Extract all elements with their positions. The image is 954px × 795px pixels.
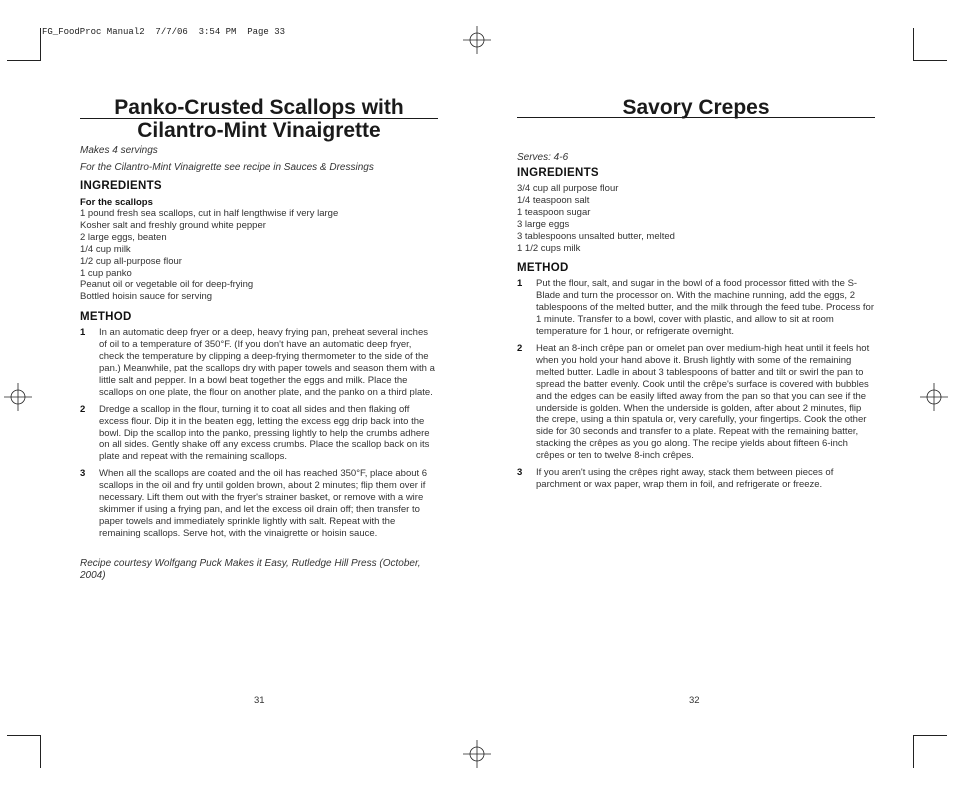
servings: Makes 4 servings [80,145,158,156]
title-line-1: Panko-Crusted Scallops with [114,96,404,119]
ingredient-item: 1/4 teaspoon salt [517,194,590,206]
step-text: When all the scallops are coated and the oil has reached 350°F, place about 6 scallops in the oil and fry until golden brown, about 2 minutes; flip them over if necessary. Lift them out with the fryer's strainer basket, or remove with a wire skimmer if using a frying pan, and let the excess oil drain off; then transfer to paper towels and immediately sprinkle lightly with salt. Repeat with the remaining scallops. Serve hot, with the vinaigrette or hoisin sauce. [99,468,428,539]
ingredient-item: Kosher salt and freshly ground white pepper [80,219,266,231]
ingredient-item: 1 teaspoon sugar [517,206,591,218]
ingredients-list [517,183,875,254]
step-text: Put the flour, salt, and sugar in the bowl of a food processor fitted with the S-Blade and turn the processor on. With the machine running, add the eggs, 2 tablespoons of the melted butter, and the milk through the feed tube. Process for 1 minute. Transfer to a bowl, cover with plastic, and allow to sit at room temperature for 1 hour, or refrigerate overnight. [536,278,874,338]
method-step [80,327,438,398]
ingredients-heading: INGREDIENTS [517,167,599,179]
left-page [80,96,438,583]
registration-mark-top-icon [463,26,491,54]
step-text: In an automatic deep fryer or a deep, heavy frying pan, preheat several inches of oil to a temperature of 350°F. (If you don't have an automatic deep fryer, check the temperature by clipping a deep-frying thermometer to the side of the pan.) Meanwhile, pat the scallops dry with paper towels and season them with a little salt and pepper. In a bowl beat together the eggs and milk. Place the scallops on one plate, the flour on another plate, and the panko on a third plate. [99,327,435,398]
crop-mark-top-right-vertical [913,28,914,61]
ingredient-item: 3 tablespoons unsalted butter, melted [517,230,675,242]
ingredients-list [80,208,438,303]
ingredient-item: 3/4 cup all purpose flour [517,183,619,194]
registration-mark-bottom-icon [463,740,491,768]
method-step [80,468,438,539]
method-step [517,278,875,338]
vinaigrette-note: For the Cilantro-Mint Vinaigrette see recipe in Sauces & Dressings [80,162,374,173]
ingredient-item: Bottled hoisin sauce for serving [80,291,213,303]
recipe-title-scallops [80,96,438,142]
method-step [517,467,875,491]
page-number-right: 32 [689,695,700,706]
method-steps [80,327,438,539]
ingredient-item: 2 large eggs, beaten [80,231,167,243]
title-line-2: Cilantro-Mint Vinaigrette [137,119,381,142]
ingredient-item: 1 1/2 cups milk [517,242,581,254]
step-number: 1 [80,327,86,339]
step-number: 2 [80,403,86,415]
ingredient-item: 1 cup panko [80,267,132,279]
servings: Serves: 4-6 [517,152,569,163]
step-number: 3 [517,467,523,479]
method-steps [517,278,875,490]
recipe-credit: Recipe courtesy Wolfgang Puck Makes it Easy, Rutledge Hill Press (October, 2004) [80,557,421,582]
recipe-title-crepes: Savory Crepes [622,96,770,119]
step-number: 1 [517,278,523,290]
page-number-left: 31 [254,695,265,706]
right-page [517,96,875,491]
method-step [517,343,875,462]
crop-mark-bottom-right-horizontal [914,735,947,736]
ingredients-heading: INGREDIENTS [80,180,162,192]
step-text: If you aren't using the crêpes right away, stack them between pieces of parchment or wax paper, wrap them in foil, and refrigerate or freeze. [536,467,834,490]
crop-mark-top-left-vertical [40,28,41,61]
step-text: Heat an 8-inch crêpe pan or omelet pan over medium-high heat until it feels hot when you hold your hand above it. Brush lightly with some of the remaining melted butter. Ladle in about 3 tablespoons of batter and tilt or swirl the pan to spread the batter evenly. Cook until the crêpe's surface is covered with bubbles and the edges can be easily lifted away from the pan so that you can see if the underside is golden. When the underside is golden, after about 2 minutes, flip the crepe, using a thin spatula or, very carefully, your fingertips. Cook the other side for 30 seconds and transfer to a plate. Repeat with the remaining batter, stacking the crêpes as you go along. The recipe yields about fifteen 6-inch crêpes or ten to twelve 8-inch crêpes. [536,342,870,462]
method-heading: METHOD [80,311,132,324]
ingredient-item: 1 pound fresh sea scallops, cut in half lengthwise if very large [80,208,339,219]
ingredient-item: 3 large eggs [517,218,570,230]
registration-mark-right-icon [920,383,948,411]
ingredient-item: 1/2 cup all-purpose flour [80,255,182,267]
crop-mark-bottom-left-horizontal [7,735,40,736]
crop-mark-top-right-horizontal [914,60,947,61]
ingredient-item: Peanut oil or vegetable oil for deep-frying [80,279,254,291]
crop-mark-bottom-left-vertical [40,735,41,768]
ingredients-subheading: For the scallops [80,197,153,208]
step-number: 3 [80,468,86,480]
step-number: 2 [517,342,523,354]
method-heading: METHOD [517,262,569,275]
crop-mark-top-left-horizontal [7,60,40,61]
crop-mark-bottom-right-vertical [913,735,914,768]
printer-slug: FG_FoodProc Manual2 7/7/06 3:54 PM Page 33 [42,27,286,37]
step-text: Dredge a scallop in the flour, turning it to coat all sides and then flaking off excess flour. Dip it in the beaten egg, letting the excess egg drip back into the bowl. Dip the scallop into the panko, pressing lightly to help the crumbs adhere on all sides. Gently shake off any excess crumbs. Place the scallop back on its plate and repeat with the remaining scallops. [99,403,430,463]
method-step [80,404,438,464]
registration-mark-left-icon [4,383,32,411]
ingredient-item: 1/4 cup milk [80,243,131,255]
